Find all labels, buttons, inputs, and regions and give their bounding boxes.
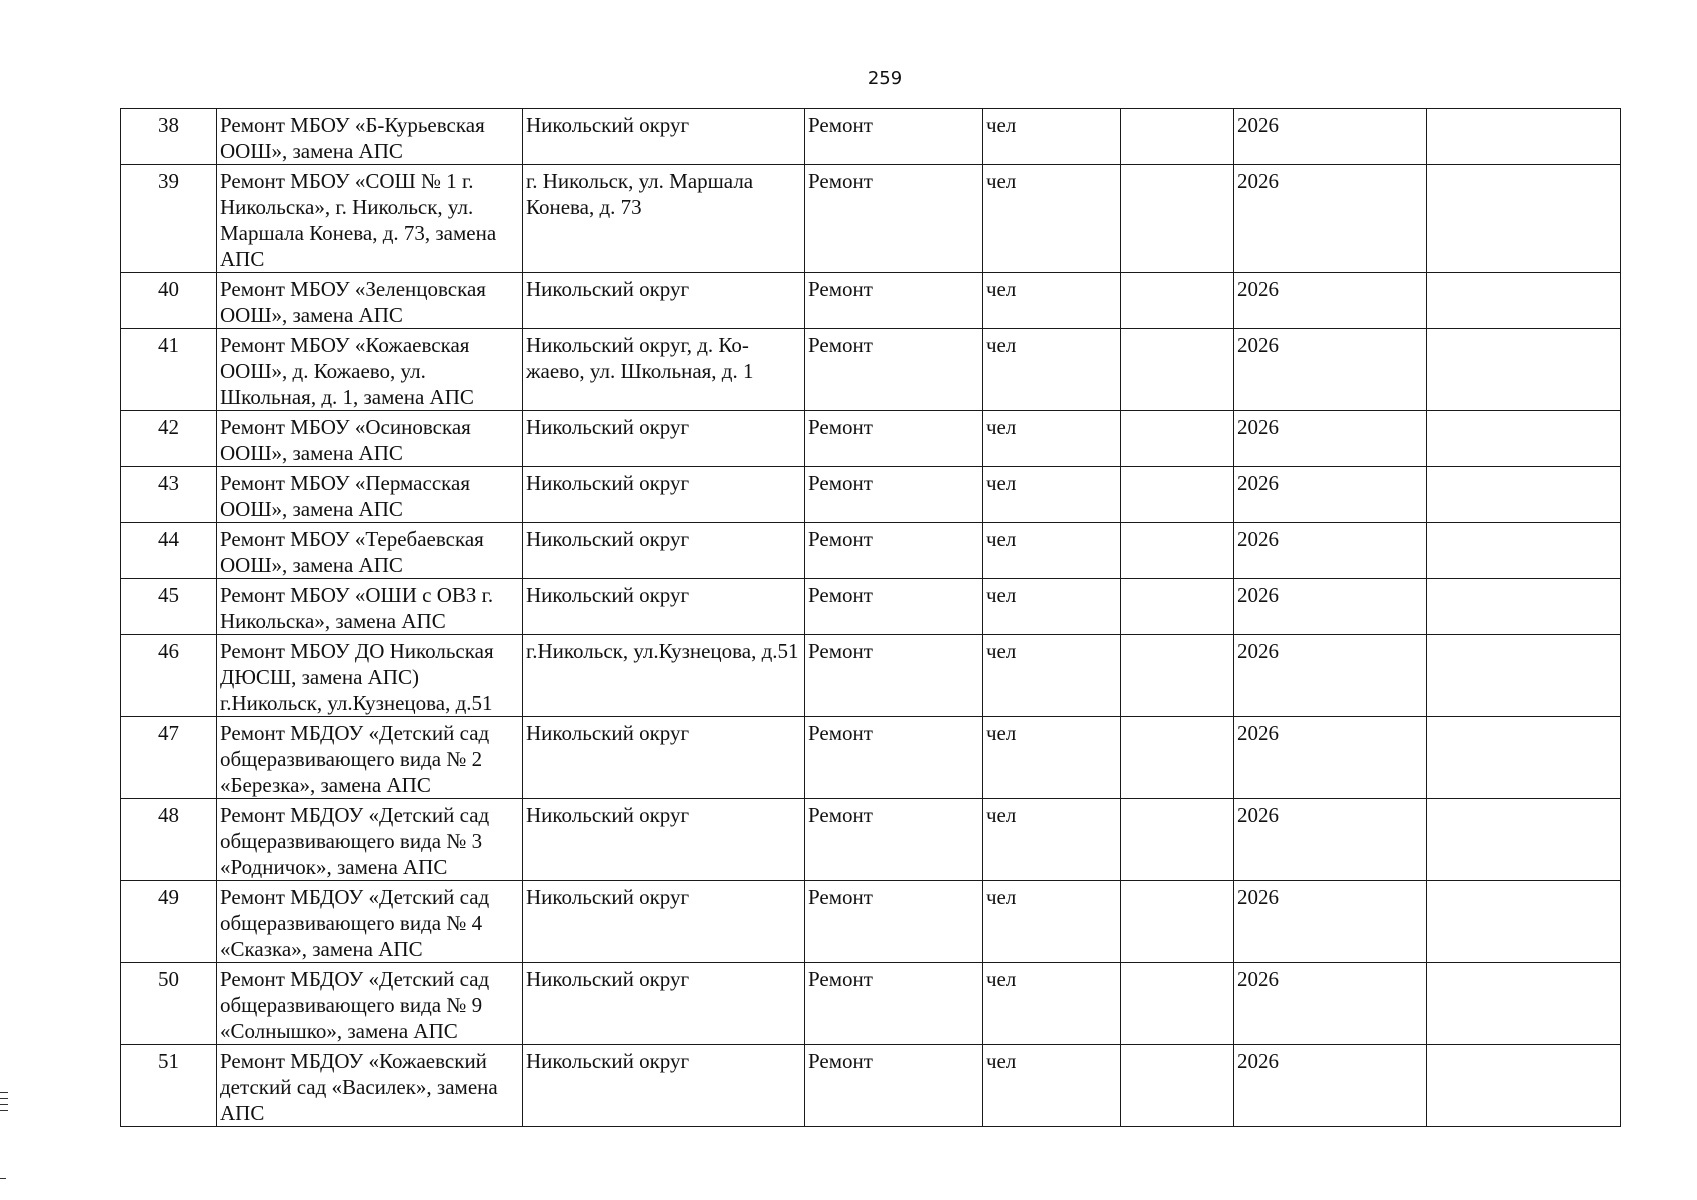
year-cell: 2026 (1234, 799, 1427, 881)
work-type-cell: Ремонт (805, 411, 983, 467)
table-row (121, 635, 1621, 717)
work-type-cell: Ремонт (805, 523, 983, 579)
location-cell: Никольский округ (523, 1045, 805, 1127)
note-cell (1427, 523, 1621, 579)
note-cell (1427, 109, 1621, 165)
object-name-cell: Ремонт МБОУ «Теребаевская ООШ», замена АПС (217, 523, 523, 579)
work-type-cell: Ремонт (805, 799, 983, 881)
year-cell: 2026 (1234, 467, 1427, 523)
row-number-cell: 39 (121, 165, 217, 273)
row-number-cell: 40 (121, 273, 217, 329)
unit-cell: чел (983, 523, 1121, 579)
value-cell (1121, 165, 1234, 273)
work-type-cell: Ремонт (805, 717, 983, 799)
table-row (121, 329, 1621, 411)
note-cell (1427, 1045, 1621, 1127)
work-type-cell: Ремонт (805, 635, 983, 717)
year-cell: 2026 (1234, 881, 1427, 963)
object-name-cell: Ремонт МБОУ «Кожаевская ООШ», д. Кожаево, ул. Школьная, д. 1, замена АПС (217, 329, 523, 411)
value-cell (1121, 963, 1234, 1045)
unit-cell: чел (983, 109, 1121, 165)
work-type-cell: Ремонт (805, 109, 983, 165)
row-number-cell: 43 (121, 467, 217, 523)
value-cell (1121, 717, 1234, 799)
scan-mark (0, 1098, 8, 1099)
location-cell: Никольский округ (523, 963, 805, 1045)
location-cell: Никольский округ (523, 881, 805, 963)
location-cell: г. Никольск, ул. Маршала Конева, д. 73 (523, 165, 805, 273)
year-cell: 2026 (1234, 1045, 1427, 1127)
object-name-cell: Ремонт МБДОУ «Детский сад общеразвивающего вида № 4 «Сказка», замена АПС (217, 881, 523, 963)
scan-mark (0, 1110, 8, 1111)
table-body (121, 109, 1621, 1127)
row-number-cell: 51 (121, 1045, 217, 1127)
work-type-cell: Ремонт (805, 579, 983, 635)
unit-cell: чел (983, 635, 1121, 717)
year-cell: 2026 (1234, 579, 1427, 635)
row-number-cell: 49 (121, 881, 217, 963)
object-name-cell: Ремонт МБДОУ «Детский сад общеразвивающего вида № 2 «Березка», замена АПС (217, 717, 523, 799)
row-number-cell: 47 (121, 717, 217, 799)
work-type-cell: Ремонт (805, 165, 983, 273)
unit-cell: чел (983, 411, 1121, 467)
work-type-cell: Ремонт (805, 881, 983, 963)
value-cell (1121, 523, 1234, 579)
year-cell: 2026 (1234, 165, 1427, 273)
unit-cell: чел (983, 579, 1121, 635)
object-name-cell: Ремонт МБОУ «Пермасская ООШ», замена АПС (217, 467, 523, 523)
object-name-cell: Ремонт МБОУ «Б-Курьевская ООШ», замена АПС (217, 109, 523, 165)
unit-cell: чел (983, 467, 1121, 523)
object-name-cell: Ремонт МБОУ «Осиновская ООШ», замена АПС (217, 411, 523, 467)
work-type-cell: Ремонт (805, 329, 983, 411)
note-cell (1427, 411, 1621, 467)
value-cell (1121, 109, 1234, 165)
unit-cell: чел (983, 273, 1121, 329)
table-row (121, 1045, 1621, 1127)
note-cell (1427, 273, 1621, 329)
year-cell: 2026 (1234, 963, 1427, 1045)
value-cell (1121, 635, 1234, 717)
unit-cell: чел (983, 717, 1121, 799)
object-name-cell: Ремонт МБОУ «Зеленцовская ООШ», замена АПС (217, 273, 523, 329)
location-cell: Никольский округ (523, 467, 805, 523)
unit-cell: чел (983, 799, 1121, 881)
table-row (121, 799, 1621, 881)
object-name-cell: Ремонт МБДОУ «Детский сад общеразвивающего вида № 9 «Солнышко», замена АПС (217, 963, 523, 1045)
location-cell: Никольский округ (523, 717, 805, 799)
table-row (121, 411, 1621, 467)
table-row (121, 717, 1621, 799)
row-number-cell: 41 (121, 329, 217, 411)
table-row (121, 273, 1621, 329)
row-number-cell: 38 (121, 109, 217, 165)
row-number-cell: 45 (121, 579, 217, 635)
table-row (121, 963, 1621, 1045)
note-cell (1427, 635, 1621, 717)
note-cell (1427, 329, 1621, 411)
year-cell: 2026 (1234, 109, 1427, 165)
note-cell (1427, 717, 1621, 799)
value-cell (1121, 799, 1234, 881)
unit-cell: чел (983, 1045, 1121, 1127)
row-number-cell: 48 (121, 799, 217, 881)
row-number-cell: 44 (121, 523, 217, 579)
object-name-cell: Ремонт МБДОУ «Детский сад общеразвивающего вида № 3 «Родничок», замена АПС (217, 799, 523, 881)
location-cell: Никольский округ (523, 109, 805, 165)
year-cell: 2026 (1234, 329, 1427, 411)
note-cell (1427, 579, 1621, 635)
note-cell (1427, 881, 1621, 963)
unit-cell: чел (983, 165, 1121, 273)
value-cell (1121, 467, 1234, 523)
location-cell: Никольский округ, д. Ко-жаево, ул. Школьная, д. 1 (523, 329, 805, 411)
value-cell (1121, 579, 1234, 635)
value-cell (1121, 329, 1234, 411)
value-cell (1121, 273, 1234, 329)
unit-cell: чел (983, 329, 1121, 411)
table-row (121, 109, 1621, 165)
table-row (121, 881, 1621, 963)
object-name-cell: Ремонт МБОУ «СОШ № 1 г. Никольска», г. Никольск, ул. Маршала Конева, д. 73, замена АПС (217, 165, 523, 273)
year-cell: 2026 (1234, 635, 1427, 717)
table-row (121, 523, 1621, 579)
note-cell (1427, 467, 1621, 523)
value-cell (1121, 411, 1234, 467)
table-row (121, 467, 1621, 523)
work-type-cell: Ремонт (805, 273, 983, 329)
year-cell: 2026 (1234, 411, 1427, 467)
row-number-cell: 46 (121, 635, 217, 717)
works-table (120, 108, 1621, 1127)
value-cell (1121, 1045, 1234, 1127)
row-number-cell: 50 (121, 963, 217, 1045)
note-cell (1427, 165, 1621, 273)
year-cell: 2026 (1234, 717, 1427, 799)
object-name-cell: Ремонт МБОУ «ОШИ с ОВЗ г. Никольска», замена АПС (217, 579, 523, 635)
note-cell (1427, 799, 1621, 881)
object-name-cell: Ремонт МБОУ ДО Никольская ДЮСШ, замена АПС) г.Никольск, ул.Кузнецова, д.51 (217, 635, 523, 717)
year-cell: 2026 (1234, 523, 1427, 579)
location-cell: Никольский округ (523, 799, 805, 881)
year-cell: 2026 (1234, 273, 1427, 329)
unit-cell: чел (983, 963, 1121, 1045)
work-type-cell: Ремонт (805, 1045, 983, 1127)
row-number-cell: 42 (121, 411, 217, 467)
location-cell: Никольский округ (523, 523, 805, 579)
location-cell: Никольский округ (523, 411, 805, 467)
scan-mark (0, 1104, 8, 1105)
location-cell: Никольский округ (523, 579, 805, 635)
note-cell (1427, 963, 1621, 1045)
unit-cell: чел (983, 881, 1121, 963)
table-row (121, 165, 1621, 273)
work-type-cell: Ремонт (805, 467, 983, 523)
location-cell: Никольский округ (523, 273, 805, 329)
scan-mark (0, 1092, 8, 1093)
scan-mark (0, 1178, 6, 1179)
work-type-cell: Ремонт (805, 963, 983, 1045)
object-name-cell: Ремонт МБДОУ «Кожаевский детский сад «Василек», замена АПС (217, 1045, 523, 1127)
location-cell: г.Никольск, ул.Кузнецова, д.51 (523, 635, 805, 717)
table-row (121, 579, 1621, 635)
page-number: 259 (867, 68, 903, 89)
value-cell (1121, 881, 1234, 963)
